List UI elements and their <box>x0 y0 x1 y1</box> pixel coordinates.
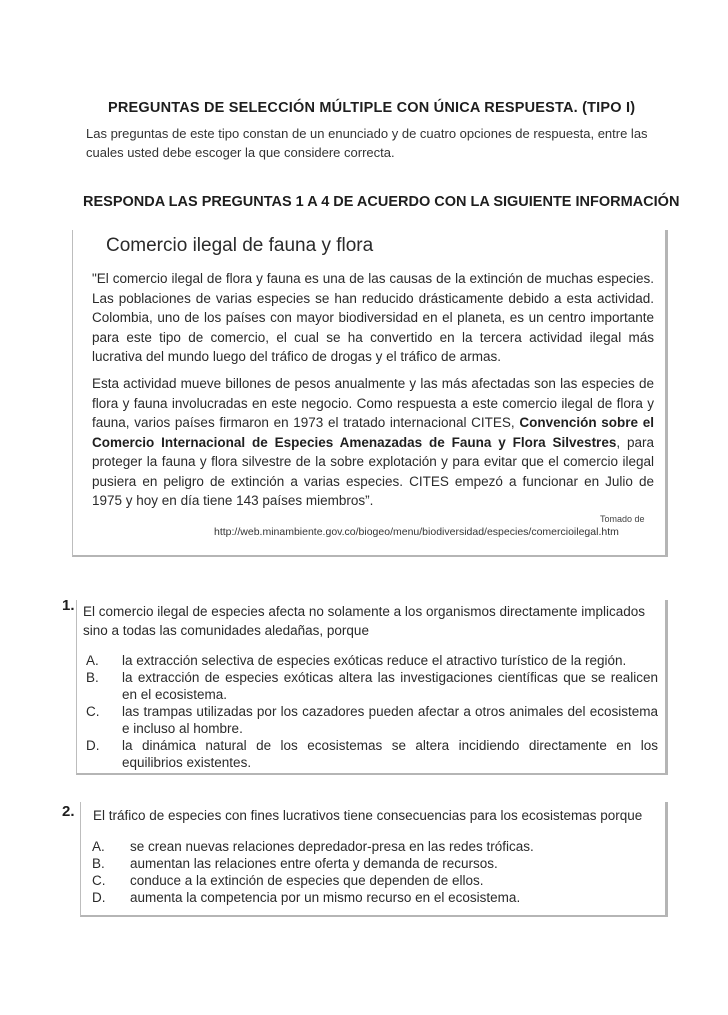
instructions-text: Las preguntas de este tipo constan de un enunciado y de cuatro opciones de respuesta, entre las cuales usted debe escoger la que considere correcta. <box>86 126 648 160</box>
option-letter: B. <box>86 670 99 685</box>
option-letter: D. <box>92 890 106 905</box>
option-text: la extracción de especies exóticas altera las investigaciones científicas que se realicen en el ecosistema. <box>122 670 658 702</box>
option-text: conduce a la extinción de especies que dependen de ellos. <box>130 873 484 888</box>
box-corner <box>665 600 668 612</box>
option-letter: A. <box>86 653 99 668</box>
question-stem: El tráfico de especies con fines lucrativos tiene consecuencias para los ecosistemas porque <box>93 808 643 823</box>
answer-option[interactable] <box>86 669 658 703</box>
answer-option[interactable] <box>92 855 652 872</box>
source-credit: Tomado de <box>600 514 645 524</box>
option-letter: B. <box>92 856 105 871</box>
article-paragraph-2 <box>92 374 654 511</box>
answer-option[interactable] <box>92 872 652 889</box>
source-url: http://web.minambiente.gov.co/biogeo/menu/biodiversidad/especies/comercioilegal.htm <box>214 526 619 538</box>
question-number: 1. <box>62 597 75 614</box>
answer-option[interactable] <box>92 838 652 855</box>
option-text: las trampas utilizadas por los cazadores pueden afectar a otros animales del ecosistema e incluso al hombre. <box>122 704 658 736</box>
article-paragraph-1: "El comercio ilegal de flora y fauna es una de las causas de la extinción de muchas especies. Las poblaciones de varias especies se han reducido drásticamente debido a esta actividad. Colombia, uno de los países con mayor biodiversidad en el planeta, es un centro importante para este tipo de comercio, el cual se ha convertido en la tercera actividad ilegal más lucrativa del mundo luego del tráfico de drogas y el tráfico de armas. <box>92 271 654 364</box>
answer-option[interactable] <box>92 889 652 906</box>
option-text: se crean nuevas relaciones depredador-presa en las redes tróficas. <box>130 839 534 854</box>
paragraph-2-text-start: Esta actividad mueve billones de pesos anualmente y las más afectadas son las especies de flora y fauna involucradas en este negocio. Como respuesta a este comercio ilegal de flora y fauna, varios países firmaron en 1973 el tratado internacional CITES, <box>92 376 654 430</box>
option-text: aumentan las relaciones entre oferta y demanda de recursos. <box>130 856 498 871</box>
option-text: aumenta la competencia por un mismo recurso en el ecosistema. <box>130 890 521 905</box>
option-text: la dinámica natural de los ecosistemas se altera incidiendo directamente en los equilibrios existentes. <box>122 738 658 770</box>
option-letter: C. <box>86 704 100 719</box>
answer-option[interactable] <box>86 737 658 771</box>
section-heading: RESPONDA LAS PREGUNTAS 1 A 4 DE ACUERDO CON LA SIGUIENTE INFORMACIÓN <box>83 194 680 210</box>
page-title: PREGUNTAS DE SELECCIÓN MÚLTIPLE CON ÚNICA RESPUESTA. (TIPO I) <box>108 100 636 116</box>
answer-option[interactable] <box>86 652 658 669</box>
box-corner <box>665 802 668 814</box>
convention-name: Convención sobre el Comercio Internacional de Especies Amenazadas de Fauna y Flora Silvestres <box>92 415 654 450</box>
question-number: 2. <box>62 803 75 820</box>
box-corner <box>665 230 668 242</box>
option-letter: C. <box>92 873 106 888</box>
question-stem: El comercio ilegal de especies afecta no solamente a los organismos directamente implicados sino a todas las comunidades aledañas, porque <box>83 604 646 638</box>
paragraph-2-text-end: , para proteger la fauna y flora silvestre de la sobre explotación y para evitar que el comercio ilegal pusiera en peligro de extinción a varias especies. CITES empezó a funcionar en Julio de 1975 y hoy en día tiene 143 países miembros”. <box>92 434 654 508</box>
answer-option[interactable] <box>86 703 658 737</box>
option-letter: D. <box>86 738 100 753</box>
article-title: Comercio ilegal de fauna y flora <box>106 235 374 256</box>
option-letter: A. <box>92 839 105 854</box>
option-text: la extracción selectiva de especies exóticas reduce el atractivo turístico de la región. <box>122 653 627 668</box>
